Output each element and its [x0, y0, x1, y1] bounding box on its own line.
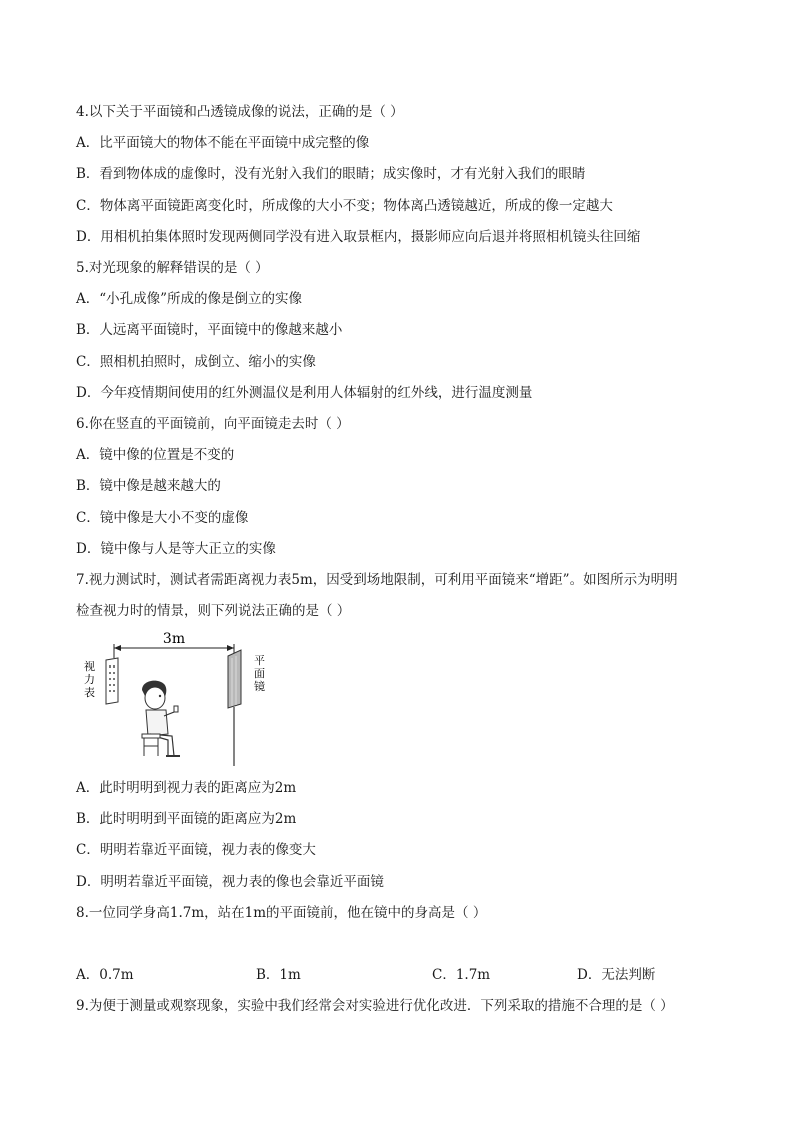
q4-option-b: B．看到物体成的虚像时，没有光射入我们的眼睛；成实像时，才有光射入我们的眼睛 [76, 166, 586, 182]
q7-stem-line1: 7.视力测试时，测试者需距离视力表5m，因受到场地限制，可利用平面镜来“增距”。如图所示为明明 [76, 572, 678, 588]
q5-option-a: A．“小孔成像”所成的像是倒立的实像 [76, 291, 303, 307]
q4-option-d: D．用相机拍集体照时发现两侧同学没有进入取景框内，摄影师应向后退并将照相机镜头往回缩 [76, 229, 641, 245]
q6-option-d: D．镜中像与人是等大正立的实像 [76, 541, 276, 557]
q9-stem: 9.为便于测量或观察现象，实验中我们经常会对实验进行优化改进．下列采取的措施不合理的是（ ） [76, 998, 674, 1014]
q8-option-c: C．1.7m [432, 967, 491, 983]
chart-label-char: 表 [84, 686, 95, 699]
q7-option-d: D．明明若靠近平面镜，视力表的像也会靠近平面镜 [76, 874, 384, 890]
q5-option-b: B．人远离平面镜时，平面镜中的像越来越小 [76, 322, 343, 338]
eye-test-diagram [76, 628, 276, 768]
q4-option-c: C．物体离平面镜距离变化时，所成像的大小不变；物体离凸透镜越近，所成的像一定越大 [76, 198, 613, 214]
q5-option-d: D．今年疫情期间使用的红外测温仪是利用人体辐射的红外线，进行温度测量 [76, 385, 533, 401]
q4-stem: 4.以下关于平面镜和凸透镜成像的说法，正确的是（ ） [76, 104, 404, 120]
q7-option-c: C．明明若靠近平面镜，视力表的像变大 [76, 842, 316, 858]
q7-figure [76, 628, 276, 768]
q8-option-a: A．0.7m [76, 967, 134, 983]
mirror-label-char: 平 [254, 654, 265, 667]
q6-stem: 6.你在竖直的平面镜前，向平面镜走去时（ ） [76, 416, 350, 432]
arrow-left-icon [114, 645, 121, 651]
q7-option-a: A．此时明明到视力表的距离应为2m [76, 780, 297, 796]
q6-option-c: C．镜中像是大小不变的虚像 [76, 510, 249, 526]
mirror-label-char: 镜 [254, 680, 265, 693]
q4-option-a: A．比平面镜大的物体不能在平面镜中成完整的像 [76, 135, 370, 151]
q7-stem-line2: 检查视力时的情景，则下列说法正确的是（ ） [76, 603, 351, 619]
chart-label-char: 视 [84, 660, 95, 673]
chart-label-char: 力 [84, 673, 95, 686]
person-figure [142, 681, 180, 756]
q8-stem: 8.一位同学身高1.7m，站在1m的平面镜前，他在镜中的身高是（ ） [76, 905, 487, 921]
q6-option-a: A．镜中像的位置是不变的 [76, 447, 235, 463]
distance-label: 3m [162, 631, 186, 647]
q7-option-b: B．此时明明到平面镜的距离应为2m [76, 811, 297, 827]
q5-option-c: C．照相机拍照时，成倒立、缩小的实像 [76, 354, 316, 370]
plane-mirror [228, 650, 241, 708]
mirror-label-char: 面 [254, 667, 265, 680]
q8-option-b: B．1m [256, 967, 301, 983]
arrow-right-icon [227, 645, 234, 651]
stool [142, 734, 160, 738]
q8-option-d: D．无法判断 [577, 967, 656, 983]
eye-chart [106, 658, 118, 704]
q5-stem: 5.对光现象的解释错误的是（ ） [76, 260, 269, 276]
q6-option-b: B．镜中像是越来越大的 [76, 478, 221, 494]
